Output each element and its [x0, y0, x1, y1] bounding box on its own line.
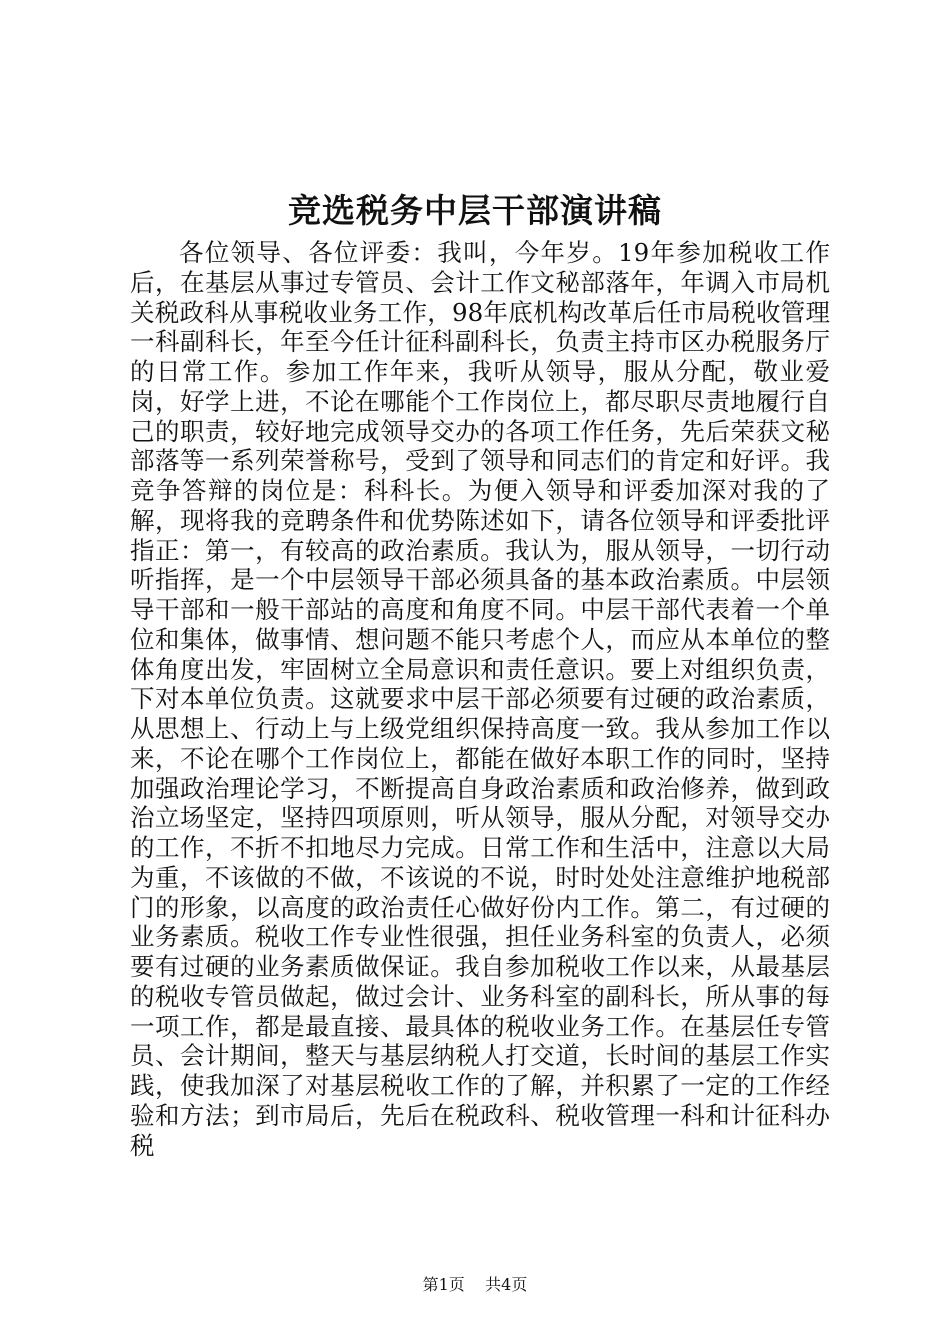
document-body: 各位领导、各位评委：我叫，今年岁。19年参加税收工作后，在基层从事过专管员、会计工作文秘部落年，年调入市局机关税政科从事税收业务工作，98年底机构改革后任市局税收管理一科副科长，年至今任计征科副科长，负责主持市区办税服务厅的日常工作。参加工作年来，我听从领导，服从分配，敬业爱岗，好学上进，不论在哪能个工作岗位上，都尽职尽责地履行自己的职责，较好地完成领导交办的各项工作任务，先后荣获文秘部落等一系列荣誉称号，受到了领导和同志们的肯定和好评。我竞争答辩的岗位是：科科长。为便入领导和评委加深对我的了解，现将我的竞聘条件和优势陈述如下，请各位领导和评委批评指正：第一，有较高的政治素质。我认为，服从领导，一切行动听指挥，是一个中层领导干部必须具备的基本政治素质。中层领导干部和一般干部站的高度和角度不同。中层干部代表着一个单位和集体，做事情、想问题不能只考虑个人，而应从本单位的整体角度出发，牢固树立全局意识和责任意识。要上对组织负责，下对本单位负责。这就要求中层干部必须要有过硬的政治素质，从思想上、行动上与上级党组织保持高度一致。我从参加工作以来，不论在哪个工作岗位上，都能在做好本职工作的同时，坚持加强政治理论学习，不断提高自身政治素质和政治修养，做到政治立场坚定，坚持四项原则，听从领导，服从分配，对领导交办的工作，不折不扣地尽力完成。日常工作和生活中，注意以大局为重，不该做的不做，不该说的不说，时时处处注意维护地税部门的形象，以高度的政治责任心做好份内工作。第二，有过硬的业务素质。税收工作专业性很强，担任业务科室的负责人，必须要有过硬的业务素质做保证。我自参加税收工作以来，从最基层的税收专管员做起，做过会计、业务科室的副科长，所从事的每一项工作，都是最直接、最具体的税收业务工作。在基层任专管员、会计期间，整天与基层纳税人打交道，长时间的基层工作实践，使我加深了对基层税收工作的了解，并积累了一定的工作经验和方法；到市局后，先后在税政科、税收管理一科和计征科办税 [130, 238, 830, 1160]
page-total: 共4页 [485, 1275, 528, 1294]
footer-spacer [470, 1275, 480, 1294]
page-number: 第1页 [422, 1275, 465, 1294]
document-title: 竞选税务中层干部演讲稿 [288, 191, 662, 230]
page-footer [0, 1274, 950, 1296]
